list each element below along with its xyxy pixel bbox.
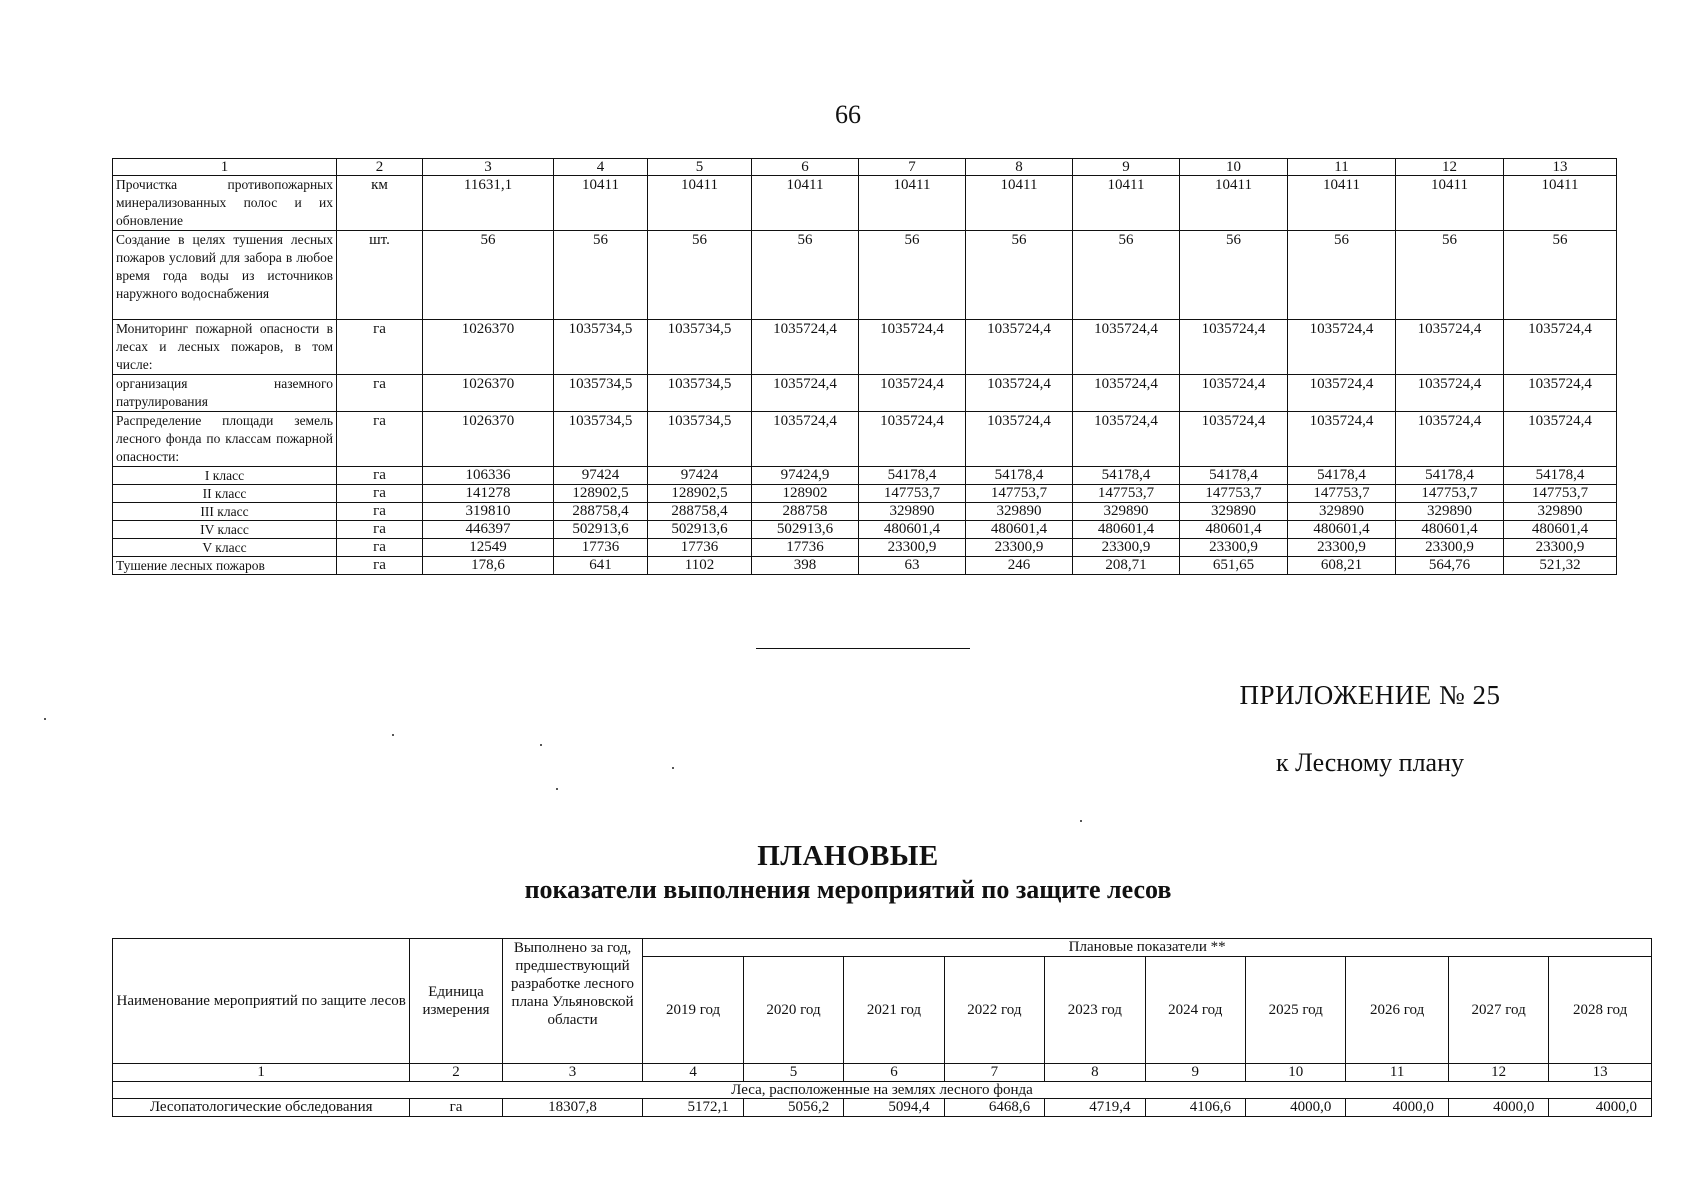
row-value: 54178,4 xyxy=(966,467,1073,485)
row-value: 1035724,4 xyxy=(1180,320,1288,375)
row-name: I класс xyxy=(113,467,337,485)
column-number: 12 xyxy=(1396,159,1504,176)
row-value: 608,21 xyxy=(1288,557,1396,575)
row-value: 23300,9 xyxy=(1073,539,1180,557)
table1-body xyxy=(113,159,1617,575)
row-value: 208,71 xyxy=(1073,557,1180,575)
column-number: 5 xyxy=(743,1064,843,1082)
column-number: 3 xyxy=(502,1064,643,1082)
row-value: 1035734,5 xyxy=(554,412,648,467)
row-value: 329890 xyxy=(1073,503,1180,521)
row-value: 1035734,5 xyxy=(648,375,752,412)
row-unit: га xyxy=(337,503,423,521)
row-value: 97424,9 xyxy=(752,467,859,485)
row-value: 4000,0 xyxy=(1346,1099,1448,1117)
scan-speck xyxy=(556,788,558,790)
row-name: Создание в целях тушения лесных пожаров условий для забора в любое время года воды из источников наружного водоснабжения xyxy=(113,231,337,320)
row-value: 288758 xyxy=(752,503,859,521)
column-number: 10 xyxy=(1245,1064,1345,1082)
row-value: 54178,4 xyxy=(1396,467,1504,485)
column-number: 9 xyxy=(1073,159,1180,176)
row-value: 1035724,4 xyxy=(1504,375,1617,412)
row-value: 480601,4 xyxy=(1396,521,1504,539)
row-value: 10411 xyxy=(648,176,752,231)
table1-header-row xyxy=(113,159,1617,176)
row-value: 1035724,4 xyxy=(859,375,966,412)
row-value: 480601,4 xyxy=(1073,521,1180,539)
row-value: 128902,5 xyxy=(648,485,752,503)
row-value: 147753,7 xyxy=(1073,485,1180,503)
header-completed-prior-year: Выполнено за год, предшествующий разработке лесного плана Ульяновской области xyxy=(502,939,643,1064)
row-name: Тушение лесных пожаров xyxy=(113,557,337,575)
table-row xyxy=(113,1099,1652,1117)
row-value: 23300,9 xyxy=(859,539,966,557)
row-value: 4000,0 xyxy=(1549,1099,1652,1117)
row-name: Распределение площади земель лесного фонда по классам пожарной опасности: xyxy=(113,412,337,467)
header-year: 2020 год xyxy=(743,957,843,1064)
table2-column-numbers-row xyxy=(113,1064,1652,1082)
row-value: 56 xyxy=(1504,231,1617,320)
row-value: 1035724,4 xyxy=(752,412,859,467)
row-value: 5094,4 xyxy=(844,1099,944,1117)
row-value: 1035724,4 xyxy=(752,375,859,412)
column-number: 1 xyxy=(113,159,337,176)
column-number: 4 xyxy=(554,159,648,176)
row-value: 651,65 xyxy=(1180,557,1288,575)
row-value: 502913,6 xyxy=(648,521,752,539)
row-unit: га xyxy=(337,412,423,467)
row-value: 329890 xyxy=(1504,503,1617,521)
row-value: 480601,4 xyxy=(966,521,1073,539)
row-value: 1035734,5 xyxy=(648,412,752,467)
header-year: 2025 год xyxy=(1245,957,1345,1064)
column-number: 12 xyxy=(1448,1064,1548,1082)
header-year: 2026 год xyxy=(1346,957,1448,1064)
row-value: 4106,6 xyxy=(1145,1099,1245,1117)
row-value: 1035724,4 xyxy=(1288,375,1396,412)
row-value: 147753,7 xyxy=(966,485,1073,503)
table2-section-row xyxy=(113,1082,1652,1099)
header-year: 2027 год xyxy=(1448,957,1548,1064)
row-value: 1102 xyxy=(648,557,752,575)
appendix-subtitle: к Лесному плану xyxy=(1275,748,1465,777)
column-number: 13 xyxy=(1504,159,1617,176)
row-unit: га xyxy=(337,320,423,375)
row-value: 23300,9 xyxy=(1504,539,1617,557)
row-value: 10411 xyxy=(1073,176,1180,231)
row-value: 97424 xyxy=(554,467,648,485)
row-value: 1035724,4 xyxy=(1180,375,1288,412)
row-value: 1026370 xyxy=(423,375,554,412)
row-value: 56 xyxy=(1396,231,1504,320)
row-value: 4000,0 xyxy=(1245,1099,1345,1117)
row-value: 1035724,4 xyxy=(1504,412,1617,467)
row-unit: га xyxy=(337,521,423,539)
separator-line xyxy=(756,648,970,649)
row-value: 56 xyxy=(752,231,859,320)
column-number: 3 xyxy=(423,159,554,176)
row-value: 128902 xyxy=(752,485,859,503)
table-row xyxy=(113,557,1617,575)
row-value: 246 xyxy=(966,557,1073,575)
header-year: 2023 год xyxy=(1045,957,1145,1064)
row-value: 1035724,4 xyxy=(1073,412,1180,467)
row-value: 4000,0 xyxy=(1448,1099,1548,1117)
section-label: Леса, расположенные на землях лесного фонда xyxy=(113,1082,1652,1099)
row-value: 56 xyxy=(648,231,752,320)
row-value: 10411 xyxy=(1288,176,1396,231)
row-value: 23300,9 xyxy=(966,539,1073,557)
row-unit: га xyxy=(410,1099,502,1117)
scan-speck xyxy=(672,767,674,769)
row-unit: шт. xyxy=(337,231,423,320)
row-value: 329890 xyxy=(859,503,966,521)
column-number: 13 xyxy=(1549,1064,1652,1082)
row-value: 23300,9 xyxy=(1396,539,1504,557)
row-value: 329890 xyxy=(1288,503,1396,521)
forest-protection-plan-table xyxy=(112,938,1652,1117)
row-value: 11631,1 xyxy=(423,176,554,231)
row-value: 1026370 xyxy=(423,320,554,375)
table-row xyxy=(113,231,1617,320)
row-unit: га xyxy=(337,375,423,412)
column-number: 10 xyxy=(1180,159,1288,176)
header-activity-name: Наименование мероприятий по защите лесов xyxy=(113,939,410,1064)
scan-speck xyxy=(44,718,46,720)
header-planned-indicators: Плановые показатели ** xyxy=(643,939,1652,957)
row-name: Прочистка противопожарных минерализованных полос и их обновление xyxy=(113,176,337,231)
row-value: 1035724,4 xyxy=(1396,320,1504,375)
row-value: 141278 xyxy=(423,485,554,503)
header-unit: Единица измерения xyxy=(410,939,502,1064)
row-value: 1026370 xyxy=(423,412,554,467)
row-value: 56 xyxy=(1288,231,1396,320)
table2-header-row xyxy=(113,939,1652,957)
row-value: 1035724,4 xyxy=(1396,412,1504,467)
row-value: 178,6 xyxy=(423,557,554,575)
row-value: 10411 xyxy=(554,176,648,231)
row-name: III класс xyxy=(113,503,337,521)
scan-speck xyxy=(392,734,394,736)
row-value: 1035724,4 xyxy=(1073,320,1180,375)
row-value: 1035724,4 xyxy=(1073,375,1180,412)
row-name: организация наземного патрулирования xyxy=(113,375,337,412)
table-row xyxy=(113,375,1617,412)
header-year: 2022 год xyxy=(944,957,1044,1064)
table-row xyxy=(113,521,1617,539)
row-value: 329890 xyxy=(1396,503,1504,521)
row-value: 56 xyxy=(423,231,554,320)
row-value: 1035734,5 xyxy=(554,375,648,412)
row-value: 54178,4 xyxy=(1073,467,1180,485)
row-value: 10411 xyxy=(859,176,966,231)
row-value: 1035724,4 xyxy=(859,320,966,375)
header-year: 2028 год xyxy=(1549,957,1652,1064)
row-name: Мониторинг пожарной опасности в лесах и лесных пожаров, в том числе: xyxy=(113,320,337,375)
row-unit: га xyxy=(337,557,423,575)
forest-fire-indicators-table xyxy=(112,158,1617,575)
row-value: 502913,6 xyxy=(554,521,648,539)
row-value: 1035724,4 xyxy=(752,320,859,375)
row-value: 56 xyxy=(1073,231,1180,320)
table-row xyxy=(113,485,1617,503)
row-value: 18307,8 xyxy=(502,1099,643,1117)
row-value: 1035724,4 xyxy=(1396,375,1504,412)
row-value: 480601,4 xyxy=(859,521,966,539)
row-value: 319810 xyxy=(423,503,554,521)
column-number: 1 xyxy=(113,1064,410,1082)
header-year: 2021 год xyxy=(844,957,944,1064)
row-value: 54178,4 xyxy=(1288,467,1396,485)
row-value: 446397 xyxy=(423,521,554,539)
row-value: 6468,6 xyxy=(944,1099,1044,1117)
row-value: 12549 xyxy=(423,539,554,557)
row-value: 147753,7 xyxy=(1396,485,1504,503)
row-value: 1035724,4 xyxy=(1504,320,1617,375)
row-value: 147753,7 xyxy=(859,485,966,503)
row-value: 10411 xyxy=(1504,176,1617,231)
row-value: 1035724,4 xyxy=(966,412,1073,467)
column-number: 11 xyxy=(1288,159,1396,176)
row-value: 5172,1 xyxy=(643,1099,743,1117)
column-number: 2 xyxy=(337,159,423,176)
row-name: II класс xyxy=(113,485,337,503)
row-value: 288758,4 xyxy=(648,503,752,521)
row-value: 480601,4 xyxy=(1180,521,1288,539)
row-unit: га xyxy=(337,467,423,485)
row-value: 147753,7 xyxy=(1504,485,1617,503)
row-value: 1035724,4 xyxy=(859,412,966,467)
row-value: 97424 xyxy=(648,467,752,485)
row-value: 56 xyxy=(1180,231,1288,320)
row-value: 480601,4 xyxy=(1504,521,1617,539)
row-value: 5056,2 xyxy=(743,1099,843,1117)
row-value: 1035724,4 xyxy=(966,375,1073,412)
row-name: V класс xyxy=(113,539,337,557)
table-row xyxy=(113,503,1617,521)
row-unit: га xyxy=(337,485,423,503)
row-value: 288758,4 xyxy=(554,503,648,521)
row-value: 329890 xyxy=(966,503,1073,521)
column-number: 5 xyxy=(648,159,752,176)
row-value: 502913,6 xyxy=(752,521,859,539)
row-value: 10411 xyxy=(1180,176,1288,231)
page-number: 66 xyxy=(835,100,861,129)
row-unit: км xyxy=(337,176,423,231)
row-value: 641 xyxy=(554,557,648,575)
column-number: 2 xyxy=(410,1064,502,1082)
table-row xyxy=(113,467,1617,485)
appendix-title: ПРИЛОЖЕНИЕ № 25 xyxy=(1239,680,1501,710)
row-value: 147753,7 xyxy=(1288,485,1396,503)
row-value: 23300,9 xyxy=(1288,539,1396,557)
row-unit: га xyxy=(337,539,423,557)
scan-speck xyxy=(1080,820,1082,822)
row-value: 17736 xyxy=(752,539,859,557)
row-value: 1035724,4 xyxy=(966,320,1073,375)
row-value: 63 xyxy=(859,557,966,575)
table-row xyxy=(113,176,1617,231)
scan-speck xyxy=(540,744,542,746)
row-value: 329890 xyxy=(1180,503,1288,521)
row-value: 54178,4 xyxy=(1180,467,1288,485)
row-value: 56 xyxy=(859,231,966,320)
row-value: 17736 xyxy=(648,539,752,557)
table-row xyxy=(113,320,1617,375)
row-value: 480601,4 xyxy=(1288,521,1396,539)
row-value: 521,32 xyxy=(1504,557,1617,575)
column-number: 6 xyxy=(844,1064,944,1082)
header-year: 2024 год xyxy=(1145,957,1245,1064)
header-year: 2019 год xyxy=(643,957,743,1064)
row-value: 56 xyxy=(554,231,648,320)
row-value: 128902,5 xyxy=(554,485,648,503)
row-value: 1035724,4 xyxy=(1180,412,1288,467)
row-value: 1035724,4 xyxy=(1288,320,1396,375)
row-value: 4719,4 xyxy=(1045,1099,1145,1117)
row-name: IV класс xyxy=(113,521,337,539)
table-row xyxy=(113,539,1617,557)
column-number: 8 xyxy=(1045,1064,1145,1082)
column-number: 8 xyxy=(966,159,1073,176)
document-subtitle: показатели выполнения мероприятий по защите лесов xyxy=(524,875,1172,904)
row-value: 564,76 xyxy=(1396,557,1504,575)
row-value: 398 xyxy=(752,557,859,575)
column-number: 4 xyxy=(643,1064,743,1082)
row-value: 10411 xyxy=(966,176,1073,231)
row-value: 1035724,4 xyxy=(1288,412,1396,467)
row-value: 1035734,5 xyxy=(648,320,752,375)
row-value: 10411 xyxy=(1396,176,1504,231)
row-value: 23300,9 xyxy=(1180,539,1288,557)
row-value: 54178,4 xyxy=(859,467,966,485)
row-value: 106336 xyxy=(423,467,554,485)
column-number: 9 xyxy=(1145,1064,1245,1082)
row-value: 10411 xyxy=(752,176,859,231)
column-number: 7 xyxy=(859,159,966,176)
row-name: Лесопатологические обследования xyxy=(113,1099,410,1117)
row-value: 1035734,5 xyxy=(554,320,648,375)
row-value: 17736 xyxy=(554,539,648,557)
column-number: 6 xyxy=(752,159,859,176)
column-number: 11 xyxy=(1346,1064,1448,1082)
row-value: 147753,7 xyxy=(1180,485,1288,503)
table-row xyxy=(113,412,1617,467)
row-value: 56 xyxy=(966,231,1073,320)
row-value: 54178,4 xyxy=(1504,467,1617,485)
document-title: ПЛАНОВЫЕ xyxy=(757,840,939,872)
column-number: 7 xyxy=(944,1064,1044,1082)
